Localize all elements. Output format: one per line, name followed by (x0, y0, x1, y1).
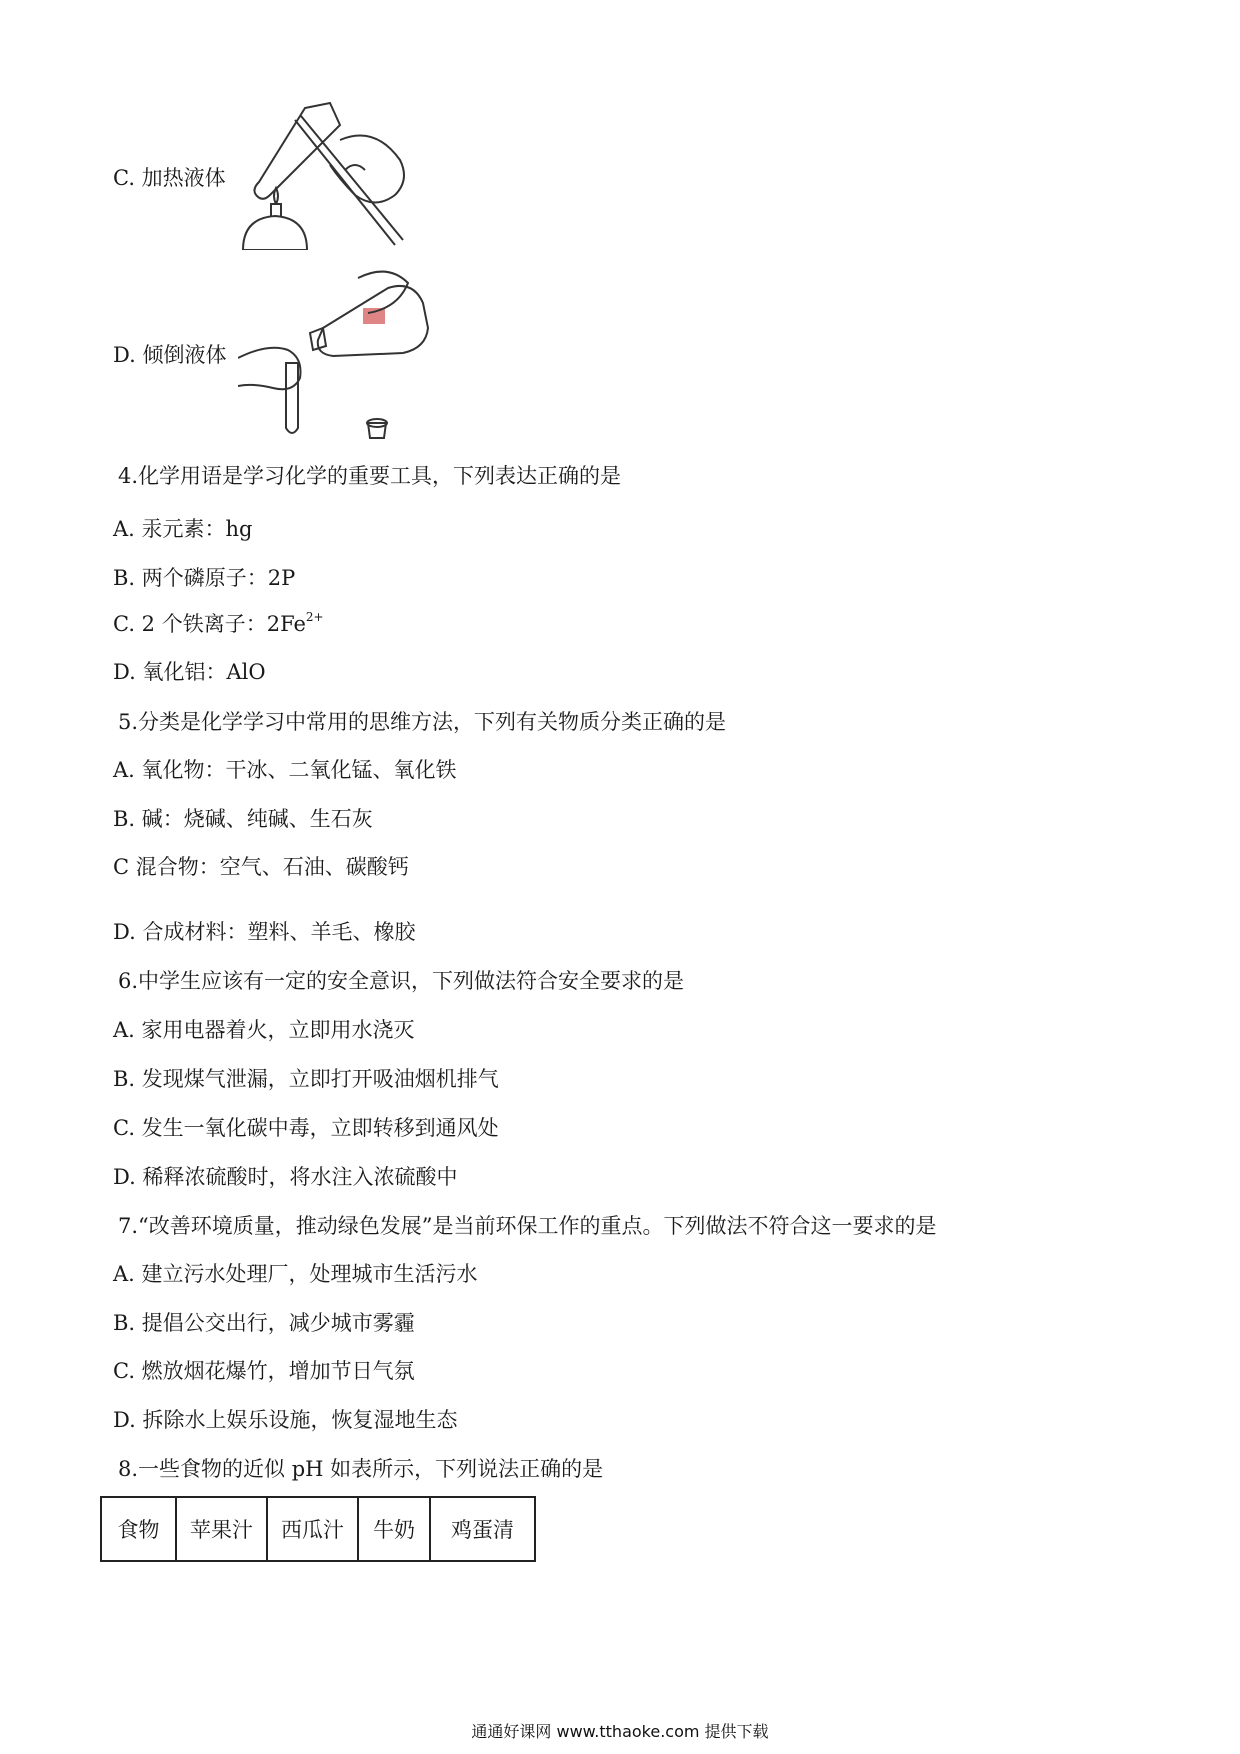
superscript-charge: 2+ (305, 610, 324, 624)
table-header-cell: 西瓜汁 (267, 1497, 358, 1561)
q4-option-d: D. 氧化铝：AlO (113, 660, 266, 684)
table-header-cell: 苹果汁 (176, 1497, 267, 1561)
q7-stem: 7.“改善环境质量，推动绿色发展”是当前环保工作的重点。下列做法不符合这一要求的是 (118, 1214, 937, 1238)
q4-option-c: C. 2 个铁离子：$2Fe^{2+}$ (113, 610, 324, 636)
q7-option-d: D. 拆除水上娱乐设施，恢复湿地生态 (113, 1408, 458, 1432)
ph-table (100, 1496, 536, 1562)
q3-option-c: C. 加热液体 (113, 166, 226, 190)
q6-option-d: D. 稀释浓硫酸时，将水注入浓硫酸中 (113, 1165, 458, 1189)
q6-stem: 6.中学生应该有一定的安全意识，下列做法符合安全要求的是 (118, 969, 685, 993)
q8-stem: 8.一些食物的近似 pH 如表所示，下列说法正确的是 (118, 1457, 604, 1481)
q5-option-d: D. 合成材料：塑料、羊毛、橡胶 (113, 920, 416, 944)
table-row (101, 1497, 535, 1561)
table-header-cell: 牛奶 (358, 1497, 430, 1561)
q5-stem: 5.分类是化学学习中常用的思维方法，下列有关物质分类正确的是 (118, 710, 727, 734)
q5-option-c: C 混合物：空气、石油、碳酸钙 (113, 855, 409, 879)
q7-option-a: A. 建立污水处理厂，处理城市生活污水 (113, 1262, 478, 1286)
q4-option-b: B. 两个磷原子：2P (113, 566, 296, 590)
q6-option-a: A. 家用电器着火，立即用水浇灭 (113, 1018, 415, 1042)
q7-option-c: C. 燃放烟花爆竹，增加节日气氛 (113, 1359, 415, 1383)
table-header-cell: 鸡蛋清 (430, 1497, 535, 1561)
q4-option-a: A. 汞元素：hg (113, 517, 253, 541)
q6-option-b: B. 发现煤气泄漏，立即打开吸油烟机排气 (113, 1067, 499, 1091)
q7-option-b: B. 提倡公交出行，减少城市雾霾 (113, 1311, 415, 1335)
q5-option-a: A. 氧化物：干冰、二氧化锰、氧化铁 (113, 758, 457, 782)
q3-option-d: D. 倾倒液体 (113, 343, 227, 367)
pouring-liquid-illustration (238, 268, 433, 443)
q4-stem: 4.化学用语是学习化学的重要工具，下列表达正确的是 (118, 464, 622, 488)
footer-text: 通通好课网 www.tthaoke.com 提供下载 (471, 1722, 769, 1741)
heating-liquid-illustration (235, 100, 430, 250)
q5-option-b: B. 碱：烧碱、纯碱、生石灰 (113, 807, 373, 831)
q6-option-c: C. 发生一氧化碳中毒，立即转移到通风处 (113, 1116, 499, 1140)
table-header-cell: 食物 (101, 1497, 176, 1561)
